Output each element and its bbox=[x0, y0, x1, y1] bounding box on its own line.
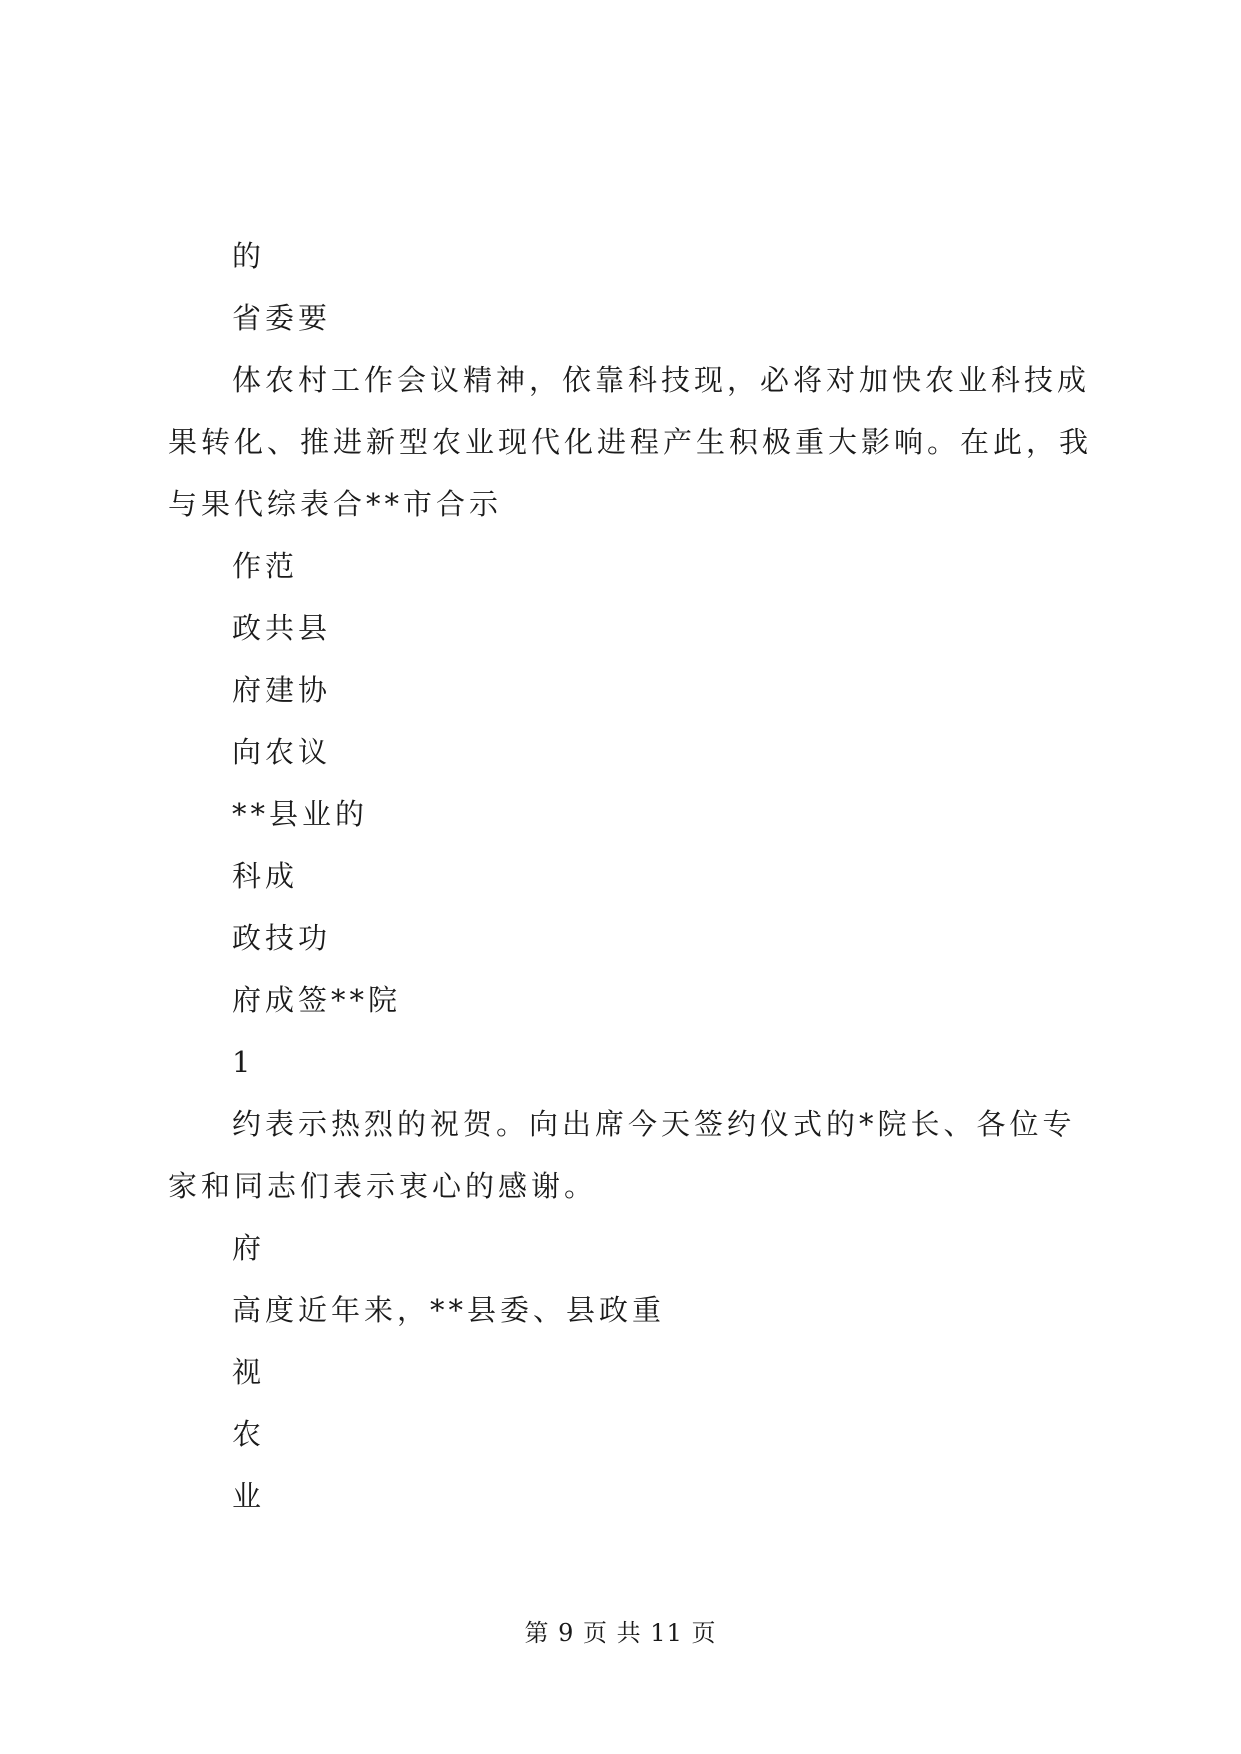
text-line: 视 bbox=[232, 1355, 266, 1389]
text-line: 的 bbox=[232, 239, 266, 273]
page-footer: 第 9 页 共 11 页 bbox=[524, 1619, 717, 1647]
text-line: 高度近年来，**县委、县政重 bbox=[232, 1293, 666, 1327]
text-line: 向农议 bbox=[232, 735, 332, 769]
text-line: 家和同志们表示衷心的感谢。 bbox=[168, 1169, 598, 1203]
text-line: **县业的 bbox=[232, 797, 369, 831]
text-line: 政技功 bbox=[232, 921, 332, 955]
text-line: 府建协 bbox=[232, 673, 332, 707]
text-line: 体农村工作会议精神，依靠科技现，必将对加快农业科技成 bbox=[232, 363, 1091, 397]
text-line: 约表示热烈的祝贺。向出席今天签约仪式的*院长、各位专 bbox=[232, 1107, 1076, 1141]
text-line: 府 bbox=[232, 1231, 266, 1265]
text-line: 科成 bbox=[232, 859, 299, 893]
text-line: 与果代综表合**市合示 bbox=[168, 487, 503, 521]
text-line: 政共县 bbox=[232, 611, 332, 645]
text-line: 果转化、推进新型农业现代化进程产生积极重大影响。在此，我 bbox=[168, 425, 1093, 459]
text-line: 业 bbox=[232, 1479, 266, 1513]
text-line: 府成签**院 bbox=[232, 983, 402, 1017]
text-line: 省委要 bbox=[232, 301, 332, 335]
text-line: 农 bbox=[232, 1417, 266, 1451]
text-line: 作范 bbox=[232, 549, 299, 583]
page-number-marker: 1 bbox=[232, 1045, 255, 1079]
